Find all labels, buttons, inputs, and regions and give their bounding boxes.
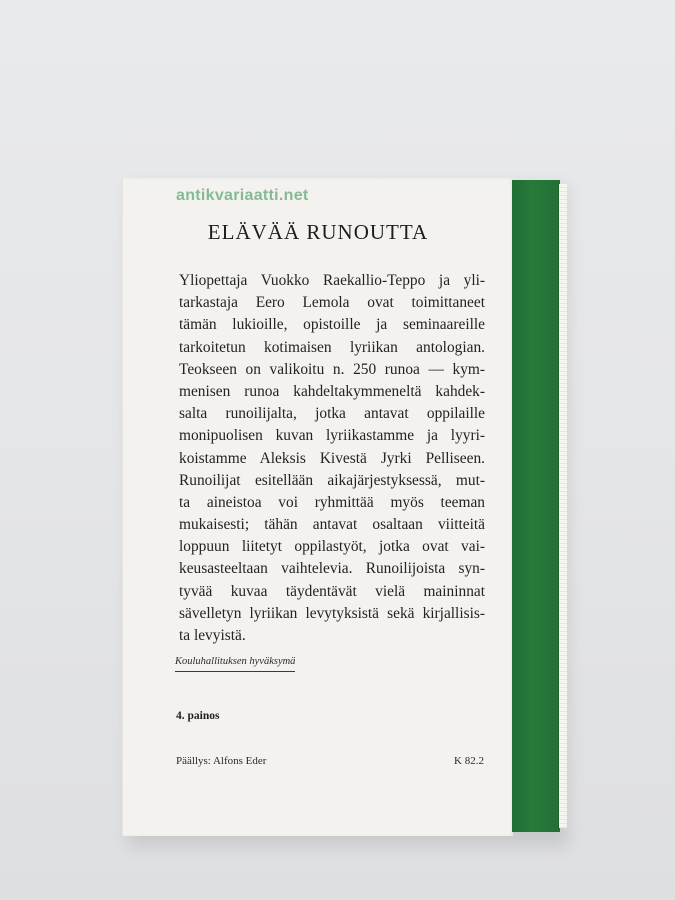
watermark: antikvariaatti.net	[176, 187, 309, 204]
description-line: sävelletyn lyriikan levytyksistä sekä kirjallisis-	[179, 604, 485, 622]
catalog-code: K 82.2	[454, 755, 484, 767]
description-line: ta aineistoa voi ryhmittää myös teeman	[179, 493, 485, 511]
description-line: salta runoilijalta, jotka antavat oppilaille	[179, 405, 485, 423]
description-line: Yliopettaja Vuokko Raekallio-Teppo ja yli-	[179, 272, 485, 289]
description-line: mukaisesti; tähän antavat osaltaan viitteitä	[179, 516, 485, 534]
description-line: Teokseen on valikoitu n. 250 runoa — kym-	[179, 360, 485, 378]
description-text	[179, 270, 485, 647]
description-line: tarkastaja Eero Lemola ovat toimittaneet	[179, 294, 485, 312]
description-line: keusasteeltaan vaihtelevia. Runoilijoista syn-	[179, 560, 485, 578]
green-spine	[512, 180, 560, 832]
book-title: ELÄVÄÄ RUNOUTTA	[207, 220, 429, 244]
description-line: ta levyistä.	[179, 627, 246, 644]
description-line: monipuolisen kuvan lyriikastamme ja lyyri-	[179, 427, 485, 445]
page-edges	[558, 184, 567, 828]
cover-panel	[122, 178, 513, 836]
approval-note: Kouluhallituksen hyväksymä	[175, 656, 295, 672]
description-line: loppuun liitetyt oppilastyöt, jotka ovat vai-	[179, 538, 485, 556]
cover-credit: Päällys: Alfons Eder	[176, 755, 267, 767]
description-line: Runoilijat esitellään aikajärjestyksessä, mut-	[179, 471, 485, 489]
description-line: tarkoitetun kotimaisen lyriikan antologian.	[179, 338, 485, 356]
description-line: koistamme Aleksis Kivestä Jyrki Pelliseen.	[179, 449, 485, 467]
description-line: tyvää kuvaa täydentävät vielä maininnat	[179, 582, 485, 600]
description-line: tämän lukioille, opistoille ja seminaareille	[179, 316, 485, 334]
book-back-cover	[122, 178, 566, 836]
description-line: menisen runoa kahdeltakymmeneltä kahdek-	[179, 382, 485, 400]
edition-label: 4. painos	[176, 710, 220, 722]
